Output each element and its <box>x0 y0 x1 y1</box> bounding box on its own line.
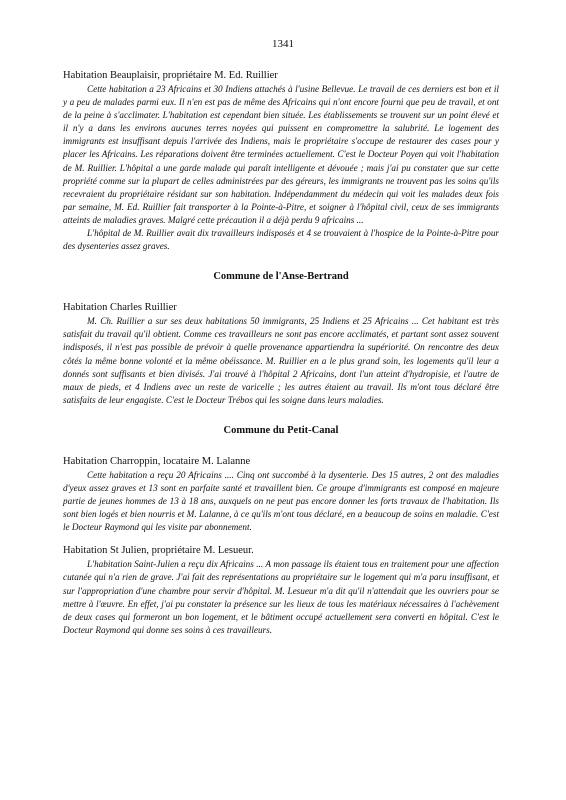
page-body <box>63 69 499 637</box>
page-number: 1341 <box>272 38 294 50</box>
section-title: Commune du Petit-Canal <box>223 424 339 436</box>
paragraph: M. Ch. Ruillier a sur ses deux habitations 50 immigrants, 25 Indiens et 25 Africains ... Cet habitant est très satisfait du travail qu'il obtient. Comme ces travailleurs ne sont pas encore acclimatés, et partant sont assez souvent indisposés, il n'est pas possible de prévoir à quelle provenance appartiendra la supériorité. On rencontre des deux côtés la même bonne volonté et la même obéissance. M. Ruillier en a le plus grand soin, les logements qu'il leur a donnés sont suffisants et bien divisés. J'ai trouvé à l'hôpital 2 Africains, dont l'un atteint d'hydropisie, et l'autre de maux de pieds, et 4 Indiens avec un reste de varicelle ; les autres étaient au travail. Ils m'ont tous déclaré être satisfaits de leur engagiste. C'est le Docteur Trébos qui les soigne dans leurs maladies. <box>63 316 499 405</box>
paragraph: L'hôpital de M. Ruillier avait dix travailleurs indisposés et 4 se trouvaient à l'hospice de la Pointe-à-Pitre pour des dysenteries assez graves. <box>63 228 499 252</box>
block-heading: Habitation St Julien, propriétaire M. Lesueur. <box>63 545 254 557</box>
paragraph: Cette habitation a 23 Africains et 30 Indiens attachés à l'usine Bellevue. Le travail de ces derniers est bon et il y a peu de malades parmi eux. Il n'en est pas de même des Africains qui n'ont encore fourni que peu de travail, et ont de la peine à s'acclimater. L'habitation est cependant bien située. Les établissements se trouvent sur un point élevé et il n'y a dans les environs aucunes terres noyées qui puissent en compromettre la salubrité. Le logement des immigrants est insuffisant depuis l'arrivée des Indiens, mais le propriétaire s'occupe de restaurer des cases pour y placer les Africains. Les réparations doivent être terminées actuellement. C'est le Docteur Poyen qui voit l'habitation de M. Ruillier. L'hôpital a une garde malade qui paraît intelligente et dévouée ; mais j'ai pu constater que sur cette propriété comme sur la plupart de celles administrées par des géreurs, les immigrants ne trouvent pas les soins qu'ils recevraient du propriétaire résidant sur son habitation. Indépendamment du médecin qui voit les malades deux fois par semaine, M. Ed. Ruillier fait transporter à la Pointe-à-Pitre, et soigner à l'hôpital civil, ceux de ses immigrants atteints de maladies graves. Malgré cette précaution il a déjà perdu 9 africains ... <box>63 84 499 225</box>
paragraph: Cette habitation a reçu 20 Africains .... Cinq ont succombé à la dysenterie. Des 15 autres, 2 ont des maladies d'yeux assez graves et 13 sont en parfaite santé et travaillent bien. Ce groupe d'immigrants est composé en majeure partie de jeunes hommes de 13 à 18 ans, auxquels on ne peut pas encore donner les forts travaux de l'habitation. Ils sont bien logés et bien nourris et M. Lalanne, à ce qu'ils m'ont tous déclaré, en a beaucoup de soins en maladie. C'est le Docteur Raymond qui les visite par abonnement. <box>63 469 499 533</box>
block-heading: Habitation Beauplaisir, propriétaire M. Ed. Ruillier <box>63 70 278 81</box>
block-heading: Habitation Charroppin, locataire M. Lalanne <box>63 455 251 467</box>
block-heading: Habitation Charles Ruillier <box>63 302 177 314</box>
paragraph: L'habitation Saint-Julien a reçu dix Africains ... A mon passage ils étaient tous en traitement pour une affection cutanée qui n'a rien de grave. J'ai fait des représentations au propriétaire sur le logement qui m'a paru insuffisant, et sur l'appropriation d'une chambre pour servir d'hôpital. M. Lesueur m'a dit qu'il n'attendait que les ouvriers pour se mettre à l'œuvre. En effet, j'ai pu constater la présence sur les lieux de tous les matériaux nécessaires à l'achèvement de deux cases qui formeront un bon logement, et le bâtiment occupé actuellement sera converti en hôpital. C'est le Docteur Raymond qui donne ses soins à ces travailleurs. <box>63 559 499 635</box>
section-title: Commune de l'Anse-Bertrand <box>213 271 349 283</box>
